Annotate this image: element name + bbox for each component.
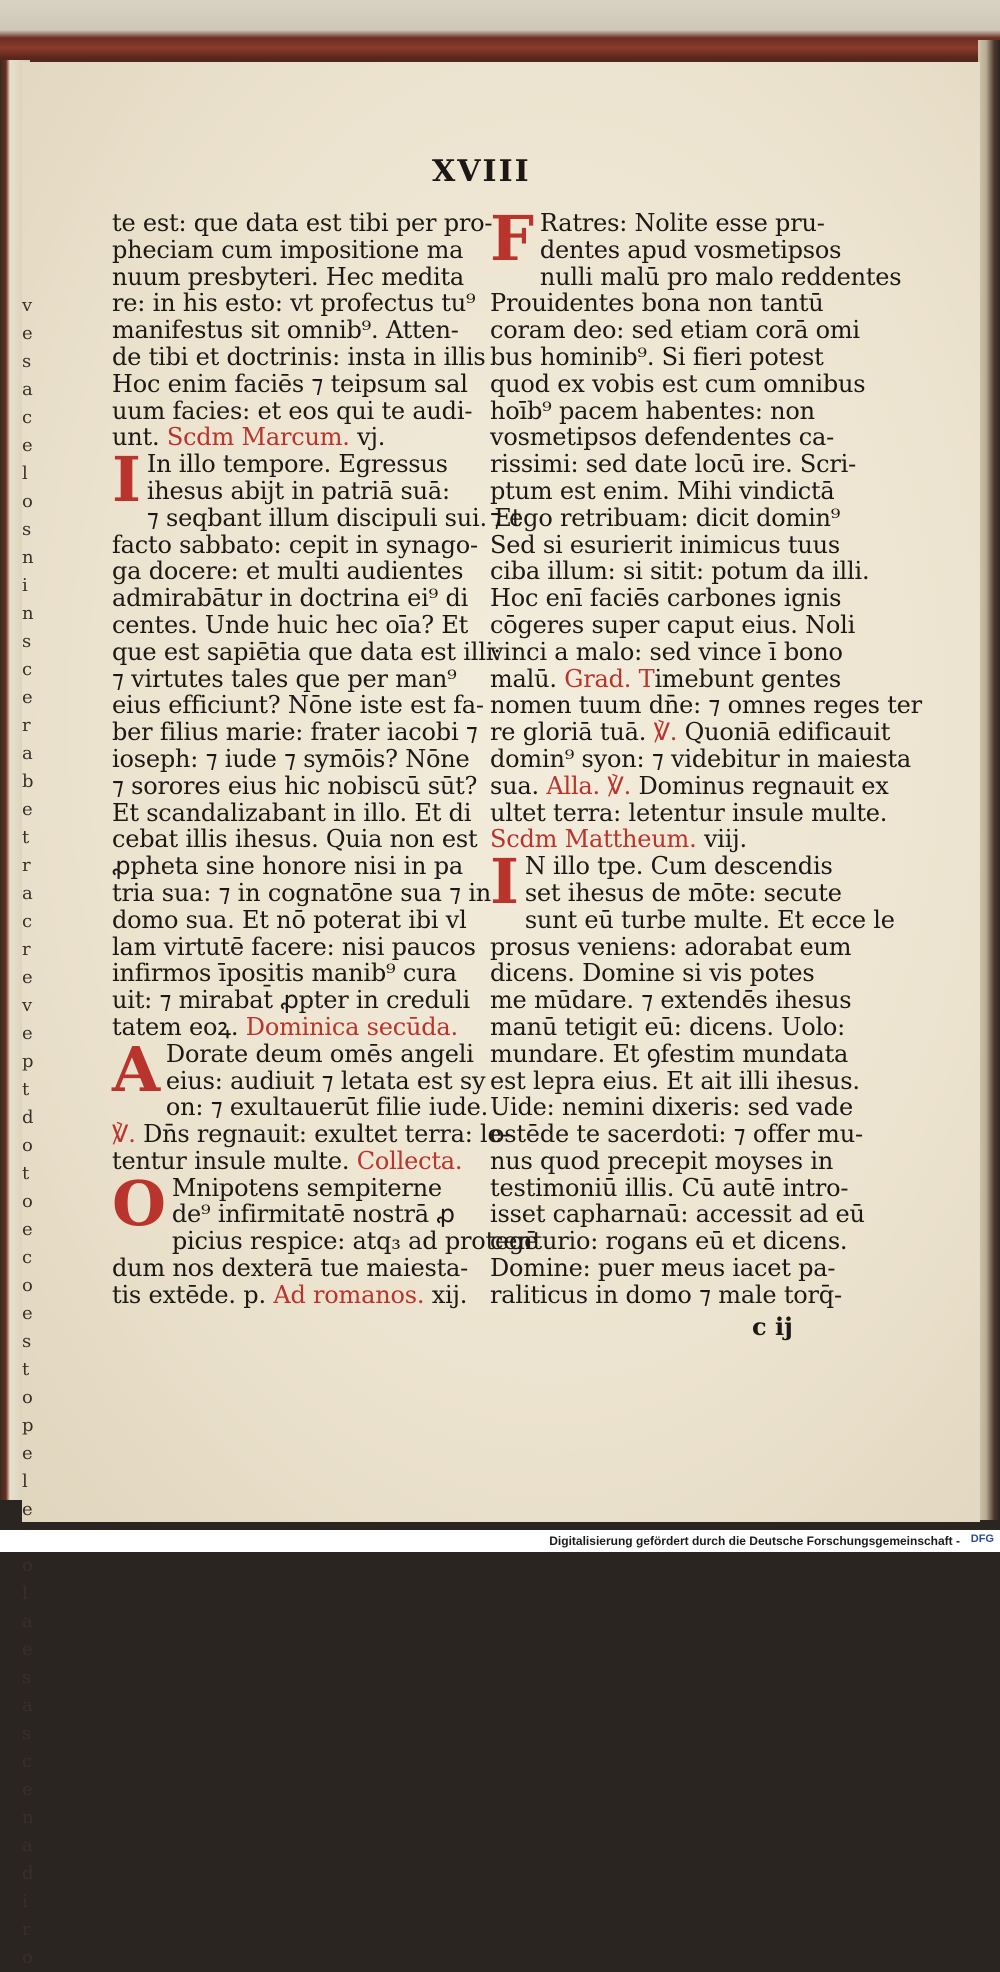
text-line bbox=[112, 1255, 492, 1282]
line-text: dicens. Domine si vis potes bbox=[490, 959, 815, 988]
rubric-versicle: ℣. bbox=[112, 1120, 136, 1149]
text-line bbox=[490, 987, 850, 1014]
text-line bbox=[490, 369, 866, 398]
line-text: Prouidentes bona non tantū bbox=[490, 289, 824, 318]
text-line bbox=[490, 960, 850, 987]
text-line bbox=[112, 853, 492, 880]
text-line bbox=[112, 934, 492, 961]
line-text: de⁹ infirmitatē nostrā ꝓ bbox=[171, 1200, 455, 1229]
text-line bbox=[112, 987, 492, 1014]
line-text: que est sapiētia que data est illi: bbox=[112, 637, 502, 666]
text-line bbox=[490, 691, 922, 720]
footer-bar bbox=[0, 1530, 1000, 1552]
text-line bbox=[490, 798, 888, 827]
book-top-edge bbox=[0, 0, 1000, 70]
text-line bbox=[112, 960, 492, 987]
text-line bbox=[112, 880, 492, 907]
line-text: sunt eū turbe multe. Et ecce le bbox=[524, 905, 895, 934]
text-line bbox=[490, 1282, 850, 1309]
line-text: ⁊ seqbant illum discipuli sui. Et bbox=[146, 503, 522, 532]
text-line bbox=[112, 237, 492, 264]
text-line bbox=[490, 424, 850, 451]
line-text: bus hominib⁹. Si fieri potest bbox=[490, 342, 824, 371]
line-text: tria sua: ⁊ in cognatōne sua ⁊ in bbox=[112, 878, 492, 907]
text-line bbox=[112, 1282, 492, 1309]
line-text: ⁊ sorores eius hic nobiscū sūt? bbox=[112, 771, 478, 800]
text-line bbox=[490, 557, 870, 586]
text-line bbox=[112, 1014, 492, 1041]
line-text: domo sua. Et nō poterat ibi vl bbox=[112, 905, 467, 934]
line-text: manū tetigit eū: dicens. Uolo: bbox=[490, 1012, 846, 1041]
text-line bbox=[112, 719, 492, 746]
line-text: re: in his esto: vt profectus tu⁹ bbox=[112, 289, 476, 318]
text-line bbox=[490, 450, 857, 479]
rubric-heading: Scdm Marcum. bbox=[166, 423, 350, 452]
line-text: isset capharnaū: accessit ad eū bbox=[490, 1200, 865, 1229]
line-text: eius: audiuit ⁊ letata est sy bbox=[165, 1066, 486, 1095]
text-line bbox=[112, 907, 492, 934]
text-line bbox=[490, 826, 850, 853]
line-text: uit: ⁊ mirabat̄ ꝓpter in creduli bbox=[112, 986, 470, 1015]
book-right-edge bbox=[978, 40, 1000, 1520]
line-text: de tibi et doctrinis: insta in illis bbox=[112, 342, 486, 371]
line-text: Dn̄s regnauit: exultet terra: le- bbox=[135, 1120, 510, 1149]
line-text: ber filius marie: frater iacobi ⁊ bbox=[112, 718, 478, 747]
line-text: dentes apud vosmetipsos bbox=[539, 235, 842, 264]
line-text: nomen tuum dn̄e: ⁊ omnes reges ter bbox=[490, 691, 922, 720]
line-text: ultet terra: letentur insule multe. bbox=[490, 798, 888, 827]
rubricated-initial: I bbox=[490, 845, 519, 919]
facing-page-edge: v e s a c e l o s n i n s c e r a b e t r a c r e v e p t d o t o e c o e s t o p e l e o l a e s a s c e n a d i r o bbox=[22, 295, 34, 1968]
line-text: Hoc enim faciēs ⁊ teipsum sal bbox=[112, 369, 468, 398]
line-text: centurio: rogans eū et dicens. bbox=[490, 1227, 848, 1256]
text-line bbox=[490, 905, 895, 934]
text-line bbox=[490, 1200, 865, 1229]
text-line bbox=[112, 773, 492, 800]
line-text: ptum est enim. Mihi vindictā bbox=[490, 476, 835, 505]
text-line bbox=[490, 1120, 863, 1149]
text-line bbox=[112, 317, 492, 344]
line-text: vosmetipsos defendentes ca- bbox=[490, 423, 835, 452]
text-line bbox=[112, 666, 492, 693]
rubric-heading: Scdm Mattheum. bbox=[490, 825, 697, 854]
line-text: Domine: puer meus iacet pa- bbox=[490, 1254, 836, 1283]
text-line bbox=[112, 371, 492, 398]
line-text: Hoc enī faciēs carbones ignis bbox=[490, 584, 842, 613]
text-line bbox=[112, 826, 492, 853]
text-line bbox=[490, 344, 850, 371]
text-line bbox=[490, 666, 850, 693]
rubricated-initial: A bbox=[112, 1032, 160, 1106]
line-text: ꝓpheta sine honore nisi in pa bbox=[112, 852, 463, 881]
text-line bbox=[490, 1041, 850, 1068]
line-tail: viij. bbox=[696, 825, 747, 854]
line-text: ostēde te sacerdoti: ⁊ offer mu- bbox=[490, 1120, 863, 1149]
line-text: nus quod precepit moyses in bbox=[490, 1146, 834, 1175]
line-text: ga docere: et multi audientes bbox=[112, 557, 464, 586]
rubricated-initial: F bbox=[490, 202, 534, 275]
text-line bbox=[112, 1227, 539, 1256]
line-text: rissimi: sed date locū ire. Scri- bbox=[490, 450, 857, 479]
line-text: Dorate deum omēs angeli bbox=[165, 1039, 474, 1068]
line-text: te est: que data est tibi per pro- bbox=[112, 209, 493, 237]
line-text: nulli malū pro malo reddentes bbox=[539, 262, 902, 291]
rubric-heading: Grad. T bbox=[564, 664, 655, 693]
line-text: Mnipotens sempiterne bbox=[171, 1173, 442, 1202]
text-line bbox=[112, 585, 492, 612]
line-text: picius respice: atq₃ ad protegē bbox=[171, 1227, 539, 1256]
line-text: manifestus sit omnib⁹. Atten- bbox=[112, 316, 459, 345]
rubricated-initial: I bbox=[112, 443, 141, 517]
line-text: ⁊ ego retribuam: dicit domin⁹ bbox=[490, 503, 841, 532]
text-line bbox=[490, 505, 850, 532]
dfg-logo: DFG bbox=[970, 1533, 994, 1545]
line-tail: vj. bbox=[349, 423, 386, 452]
line-text: ⁊ virtutes tales que per man⁹ bbox=[112, 664, 457, 693]
text-line bbox=[490, 718, 891, 747]
text-line bbox=[112, 1068, 492, 1095]
line-text: nuum presbyteri. Hec medita bbox=[112, 262, 465, 291]
text-line bbox=[112, 1120, 510, 1149]
text-line bbox=[490, 585, 850, 612]
text-line bbox=[490, 290, 850, 317]
line-text: sua. bbox=[490, 771, 547, 800]
line-text: set ihesus de mōte: secute bbox=[524, 878, 842, 907]
text-line bbox=[112, 1201, 492, 1228]
line-text: raliticus in domo ⁊ male torq̄- bbox=[490, 1280, 842, 1309]
line-text: dum nos dexterā tue maiesta- bbox=[112, 1254, 469, 1283]
text-line bbox=[490, 1255, 850, 1282]
line-text: on: ⁊ exultauerūt filie iude. bbox=[165, 1093, 489, 1122]
text-line bbox=[112, 264, 492, 291]
text-line bbox=[112, 478, 492, 505]
line-tail: Dominus regnauit ex bbox=[631, 771, 889, 800]
line-text: malū. bbox=[490, 664, 565, 693]
rubric-heading: Collecta. bbox=[356, 1146, 463, 1175]
line-text: ciba illum: si sitit: potum da illi. bbox=[490, 557, 870, 586]
text-line bbox=[490, 771, 889, 800]
text-line bbox=[112, 210, 492, 237]
text-line bbox=[112, 290, 492, 317]
text-line bbox=[112, 692, 492, 719]
text-line bbox=[490, 744, 912, 773]
text-line bbox=[112, 1094, 492, 1121]
line-text: In illo tempore. Egressus bbox=[146, 450, 448, 479]
text-line bbox=[490, 1175, 850, 1202]
rubricated-initial: O bbox=[112, 1166, 166, 1240]
line-text: vinci a malo: sed vince ī bono bbox=[490, 637, 843, 666]
text-line bbox=[490, 532, 850, 559]
line-text: admirabātur in doctrina ei⁹ di bbox=[112, 584, 469, 613]
line-text: lam virtutē facere: nisi paucos bbox=[112, 932, 476, 961]
line-text: Sed si esurierit inimicus tuus bbox=[490, 530, 840, 559]
text-line bbox=[490, 880, 850, 907]
line-text: infirmos īpositis manib⁹ cura bbox=[112, 959, 457, 988]
line-text: cebat illis ihesus. Quia non est bbox=[112, 825, 478, 854]
text-line bbox=[112, 612, 492, 639]
rubric-heading: ℣. bbox=[653, 718, 678, 747]
text-line bbox=[490, 1014, 850, 1041]
text-line bbox=[112, 746, 492, 773]
text-line bbox=[490, 262, 902, 291]
line-text: cōgeres super caput eius. Noli bbox=[490, 610, 856, 639]
text-line bbox=[112, 558, 492, 585]
footer-credit: Digitalisierung gefördert durch die Deutsche Forschungsgemeinschaft - bbox=[549, 1534, 960, 1548]
line-text: prosus veniens: adorabat eum bbox=[490, 932, 852, 961]
line-text: tatem eoꝝ. bbox=[112, 1012, 246, 1041]
text-line bbox=[490, 1066, 860, 1095]
line-text: testimoniū illis. Cū autē intro- bbox=[490, 1173, 849, 1202]
line-text: pheciam cum impositione ma bbox=[112, 235, 464, 264]
text-line bbox=[112, 637, 502, 666]
line-text: quod ex vobis est cum omnibus bbox=[490, 369, 866, 398]
text-line bbox=[490, 639, 850, 666]
line-text: me mūdare. ⁊ extendēs ihesus bbox=[490, 986, 852, 1015]
text-line bbox=[112, 344, 492, 371]
text-line bbox=[112, 1148, 492, 1175]
text-line bbox=[112, 800, 492, 827]
line-text: hoīb⁹ pacem habentes: non bbox=[490, 396, 815, 425]
text-line bbox=[112, 424, 492, 451]
line-text: centes. Unde huic hec oīa? Et bbox=[112, 610, 469, 639]
line-text: domin⁹ syon: ⁊ videbitur in maiesta bbox=[490, 744, 912, 773]
right-text-column bbox=[490, 202, 922, 1309]
line-text: Et scandalizabant in illo. Et di bbox=[112, 798, 472, 827]
line-text: mundare. Et ꝯfestim mundata bbox=[490, 1039, 849, 1068]
rubric-heading: Dominica secūda. bbox=[245, 1012, 458, 1041]
line-text: est lepra eius. Et ait illi ihesus. bbox=[490, 1066, 860, 1095]
line-text: ioseph: ⁊ iude ⁊ symōis? Nōne bbox=[112, 744, 470, 773]
line-tail: imebunt gentes bbox=[654, 664, 842, 693]
line-text: tis extēde. p. bbox=[112, 1280, 274, 1309]
line-text: Ratres: Nolite esse pru- bbox=[539, 209, 825, 237]
text-line bbox=[490, 316, 860, 345]
text-line bbox=[490, 1093, 853, 1122]
text-line bbox=[112, 532, 492, 559]
line-text: facto sabbato: cepit in synago- bbox=[112, 530, 478, 559]
line-text: eius efficiunt? Nōne iste est fa- bbox=[112, 691, 484, 720]
line-text: N illo tpe. Cum descendis bbox=[524, 852, 833, 881]
line-tail: xij. bbox=[424, 1280, 468, 1309]
line-text: unt. bbox=[112, 423, 167, 452]
line-tail: Quoniā edificauit bbox=[677, 718, 891, 747]
line-text: coram deo: sed etiam corā omi bbox=[490, 316, 860, 345]
text-line bbox=[490, 237, 850, 264]
line-text: tentur insule multe. bbox=[112, 1146, 357, 1175]
line-text: Uide: nemini dixeris: sed vade bbox=[490, 1093, 853, 1122]
folio-number: XVIII bbox=[432, 154, 531, 189]
line-text: ihesus abijt in patriā suā: bbox=[146, 476, 450, 505]
text-line bbox=[112, 398, 492, 425]
text-line bbox=[490, 1228, 850, 1255]
text-line bbox=[490, 398, 850, 425]
rubric-heading: Ad romanos. bbox=[273, 1280, 425, 1309]
text-line bbox=[112, 503, 522, 532]
text-line bbox=[490, 934, 850, 961]
rubric-heading: Alla. ℣. bbox=[546, 771, 632, 800]
signature-mark: c ij bbox=[752, 1312, 793, 1341]
text-line bbox=[490, 478, 850, 505]
line-text: uum facies: et eos qui te audi- bbox=[112, 396, 473, 425]
text-line bbox=[490, 610, 856, 639]
line-text: re gloriā tuā. bbox=[490, 718, 654, 747]
text-line bbox=[490, 1148, 850, 1175]
